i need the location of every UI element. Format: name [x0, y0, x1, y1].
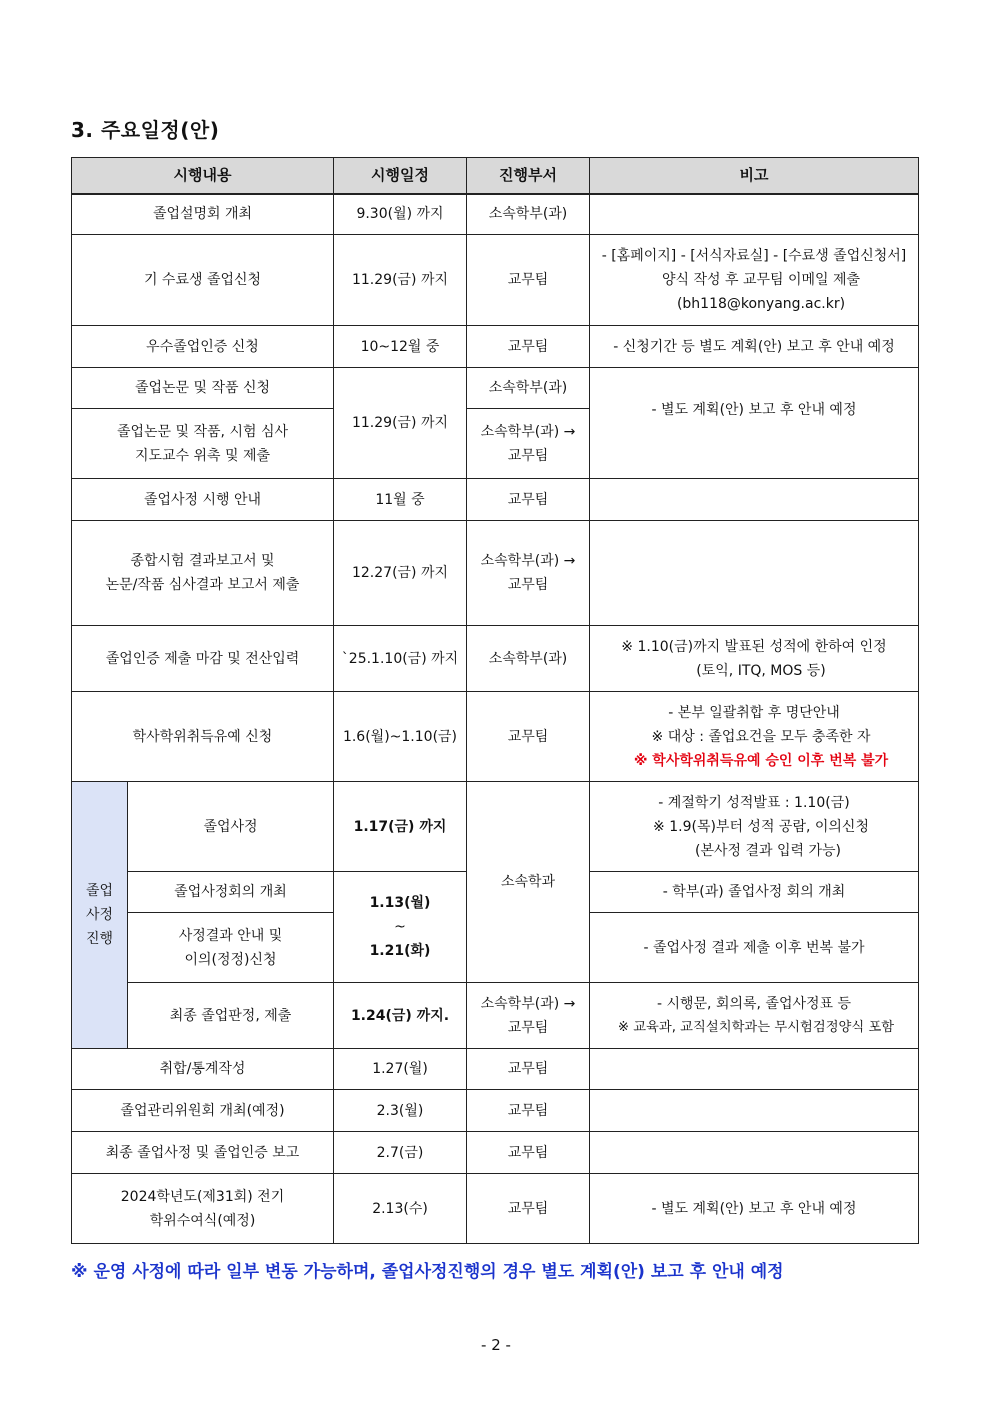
row-content: 졸업관리위원회 개최(예정) [72, 1090, 334, 1132]
table-header-row [72, 158, 919, 194]
group-label-line: 졸업 [85, 883, 114, 899]
dept-line: 소속학부(과) → [480, 995, 576, 1012]
row-content [72, 1174, 334, 1244]
note-line: ※ 1.10(금)까지 발표된 성적에 한하여 인정 [621, 638, 887, 655]
date-line: 1.13(월) [369, 895, 431, 911]
date-line: ~ [394, 919, 406, 935]
table-row [72, 479, 919, 521]
content-line: 지도교수 위촉 및 제출 [134, 447, 271, 464]
row-dept [467, 409, 590, 479]
row-content: 최종 졸업판정, 제출 [128, 983, 334, 1049]
row-note [590, 521, 919, 626]
note-line: (bh118@konyang.ac.kr) [676, 296, 846, 312]
row-dept: 교무팀 [467, 1132, 590, 1174]
row-content [128, 913, 334, 983]
note-line: ※ 교육과, 교직설치학과는 무시험검정양식 포함 [617, 1019, 895, 1035]
table-row [72, 326, 919, 368]
row-note: - 졸업사정 결과 제출 이후 번복 불가 [590, 913, 919, 983]
dept-line: 교무팀 [507, 577, 549, 593]
dept-line: 교무팀 [507, 1019, 549, 1036]
dept-line: 교무팀 [507, 447, 549, 464]
row-dept: 교무팀 [467, 479, 590, 521]
row-dept [467, 521, 590, 626]
row-date: 12.27(금) 까지 [334, 521, 467, 626]
row-content: 졸업사정 시행 안내 [72, 479, 334, 521]
section-title: 3. 주요일정(안) [71, 118, 220, 142]
table-row [72, 626, 919, 692]
row-note [590, 1132, 919, 1174]
row-content: 졸업사정회의 개최 [128, 872, 334, 913]
dept-line: 소속학부(과) → [480, 423, 576, 440]
header-content: 시행내용 [72, 158, 334, 194]
row-date: 2.3(월) [334, 1090, 467, 1132]
row-content: 기 수료생 졸업신청 [72, 235, 334, 326]
content-line: 학위수여식(예정) [149, 1212, 256, 1229]
footer-note: ※ 운영 사정에 따라 일부 변동 가능하며, 졸업사정진행의 경우 별도 계획(안) 보고 후 안내 예정 [71, 1262, 784, 1282]
dept-line: 소속학부(과) → [480, 553, 576, 569]
row-note [590, 1049, 919, 1090]
row-note [590, 1090, 919, 1132]
table-row [72, 235, 919, 326]
row-date: 1.17(금) 까지 [334, 782, 467, 872]
row-date: `25.1.10(금) 까지 [334, 626, 467, 692]
group-dept: 소속학과 [467, 782, 590, 983]
row-note [590, 235, 919, 326]
row-date: 2.13(수) [334, 1174, 467, 1244]
row-date: 9.30(월) 까지 [334, 194, 467, 235]
note-line: (본사정 결과 입력 가능) [695, 842, 841, 859]
row-note [590, 194, 919, 235]
row-content: 졸업논문 및 작품 신청 [72, 368, 334, 409]
content-line: 종합시험 결과보고서 및 [130, 553, 275, 569]
row-date: 11월 중 [334, 479, 467, 521]
content-line: 이의(정정)신청 [184, 951, 277, 968]
table-row [72, 1132, 919, 1174]
row-date: 1.24(금) 까지. [334, 983, 467, 1049]
group-label-line: 사정 [85, 907, 114, 923]
date-line: 1.21(화) [369, 943, 431, 959]
content-line: 사정결과 안내 및 [178, 927, 283, 944]
row-note [590, 692, 919, 782]
row-content: 최종 졸업사정 및 졸업인증 보고 [72, 1132, 334, 1174]
row-note [590, 479, 919, 521]
row-dept [467, 983, 590, 1049]
row-note: - 학부(과) 졸업사정 회의 개최 [590, 872, 919, 913]
row-dept: 소속학부(과) [467, 626, 590, 692]
schedule-table [71, 157, 919, 1244]
row-content [72, 409, 334, 479]
table-row [72, 692, 919, 782]
group-label-line: 진행 [85, 931, 114, 947]
content-line: 졸업논문 및 작품, 시험 심사 [116, 423, 288, 440]
row-content: 학사학위취득유예 신청 [72, 692, 334, 782]
note-line: - 계절학기 성적발표 : 1.10(금) [658, 794, 850, 811]
row-date: 2.7(금) [334, 1132, 467, 1174]
content-line: 논문/작품 심사결과 보고서 제출 [105, 577, 300, 593]
note-line: 양식 작성 후 교무팀 이메일 제출 [661, 272, 861, 288]
group-label [72, 782, 128, 1049]
row-note [590, 626, 919, 692]
row-dept: 교무팀 [467, 692, 590, 782]
note-line: (토익, ITQ, MOS 등) [696, 662, 826, 679]
row-dept: 교무팀 [467, 1090, 590, 1132]
row-dept: 소속학부(과) [467, 194, 590, 235]
note-line: ※ 대상 : 졸업요건을 모두 충족한 자 [651, 728, 871, 745]
row-content [72, 521, 334, 626]
table-row [72, 368, 919, 409]
page-number: - 2 - [481, 1336, 511, 1354]
row-content: 졸업사정 [128, 782, 334, 872]
table-row [72, 1090, 919, 1132]
row-note: - 신청기간 등 별도 계획(안) 보고 후 안내 예정 [590, 326, 919, 368]
row-date: 1.27(월) [334, 1049, 467, 1090]
table-row [72, 1174, 919, 1244]
row-dept: 교무팀 [467, 1174, 590, 1244]
content-line: 2024학년도(제31회) 전기 [120, 1188, 285, 1205]
row-dept: 교무팀 [467, 1049, 590, 1090]
header-date: 시행일정 [334, 158, 467, 194]
table-row [72, 194, 919, 235]
row-content: 졸업인증 제출 마감 및 전산입력 [72, 626, 334, 692]
table-row [72, 521, 919, 626]
row-note: - 별도 계획(안) 보고 후 안내 예정 [590, 368, 919, 479]
row-content: 졸업설명회 개최 [72, 194, 334, 235]
row-content: 취합/통계작성 [72, 1049, 334, 1090]
row-date: 11.29(금) 까지 [334, 235, 467, 326]
row-date: 11.29(금) 까지 [334, 368, 467, 479]
table-row [72, 983, 919, 1049]
row-dept: 교무팀 [467, 326, 590, 368]
header-dept: 진행부서 [467, 158, 590, 194]
note-line: ※ 1.9(목)부터 성적 공람, 이의신청 [653, 818, 869, 835]
row-note [590, 782, 919, 872]
table-row [72, 1049, 919, 1090]
row-note: - 별도 계획(안) 보고 후 안내 예정 [590, 1174, 919, 1244]
row-dept: 소속학부(과) [467, 368, 590, 409]
row-dept: 교무팀 [467, 235, 590, 326]
row-date [334, 872, 467, 983]
row-note [590, 983, 919, 1049]
table-row [72, 782, 919, 872]
note-line: - [홈페이지] - [서식자료실] - [수료생 졸업신청서] [601, 248, 907, 264]
header-note: 비고 [590, 158, 919, 194]
note-line: - 본부 일괄취합 후 명단안내 [668, 704, 840, 721]
row-date: 10~12월 중 [334, 326, 467, 368]
row-date: 1.6(월)~1.10(금) [334, 692, 467, 782]
note-line: - 시행문, 회의록, 졸업사정표 등 [656, 995, 852, 1012]
row-content: 우수졸업인증 신청 [72, 326, 334, 368]
note-warning: ※ 학사학위취득유예 승인 이후 번복 불가 [633, 752, 889, 769]
